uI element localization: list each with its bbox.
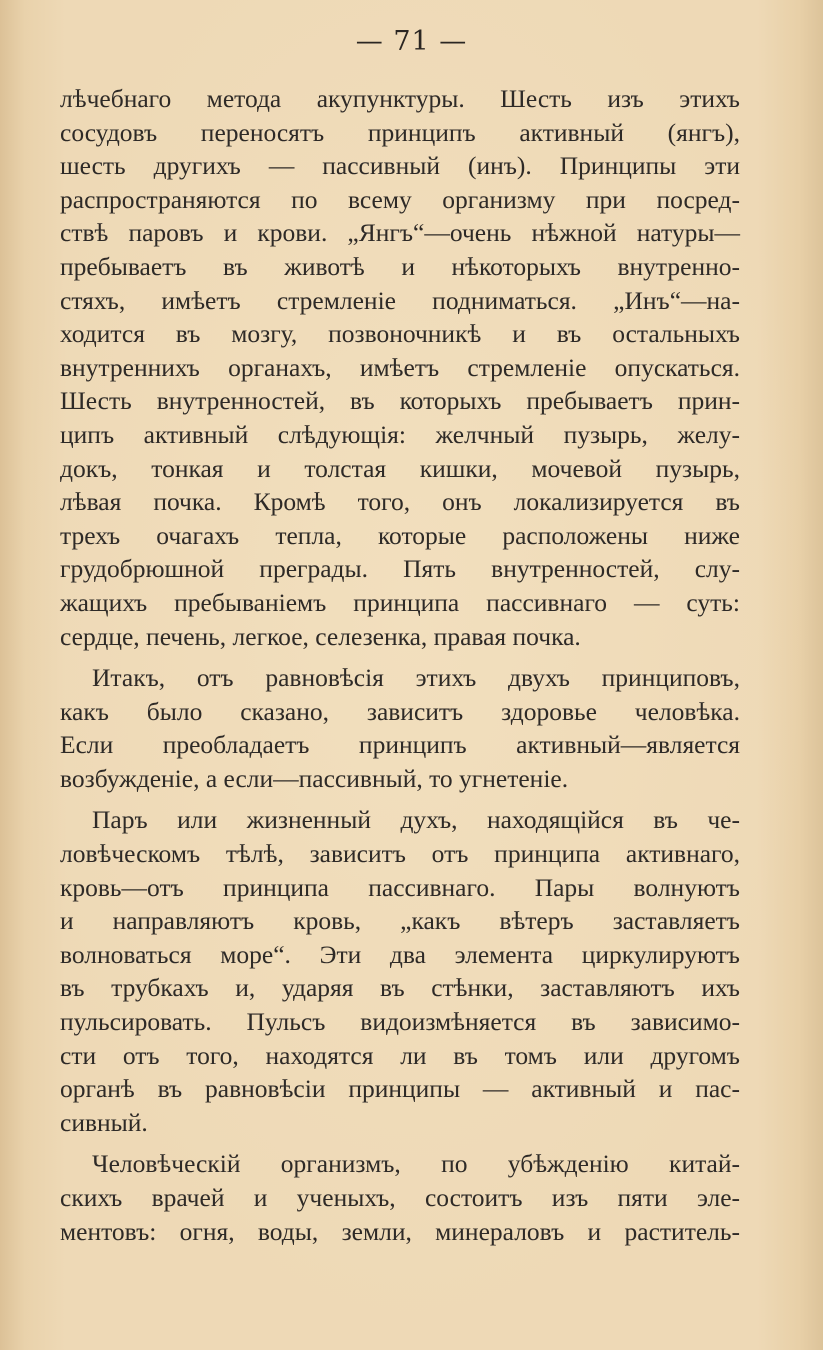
text-line: волноваться море“. Эти два элемента циркулируютъ <box>60 939 740 969</box>
text-line: ментовъ: огня, воды, земли, минераловъ и раститель- <box>60 1216 740 1246</box>
text-line: пребываетъ въ животѣ и нѣкоторыхъ внутренно- <box>60 251 740 281</box>
text-line: лѣвая почка. Кромѣ того, онъ локализируется въ <box>60 487 740 517</box>
text-line: органѣ въ равновѣсіи принципы — активный и пас- <box>60 1074 740 1104</box>
text-line: и направляютъ кровь, „какъ вѣтеръ заставляетъ <box>60 906 740 936</box>
text-line: распространяются по всему организму при посред- <box>60 184 740 214</box>
page-number: — 71 — <box>355 26 468 57</box>
text-line: ходится въ мозгу, позвоночникѣ и въ остальныхъ <box>60 319 740 349</box>
text-line: сти отъ того, находятся ли въ томъ или другомъ <box>60 1040 740 1070</box>
text-line: стяхъ, имѣетъ стремленіе подниматься. „Инъ“—на- <box>60 285 740 315</box>
text-line: Человѣческій организмъ, по убѣжденію китай- <box>92 1149 740 1179</box>
paragraph-3 <box>60 803 740 1139</box>
text-line: возбужденіе, а если—пассивный, то угнетеніе. <box>60 763 569 793</box>
text-line: ловѣческомъ тѣлѣ, зависитъ отъ принципа активнаго, <box>60 839 740 869</box>
text-line: жащихъ пребываніемъ принципа пассивнаго — суть: <box>60 587 740 617</box>
text-line: пульсировать. Пульсъ видоизмѣняется въ зависимо- <box>60 1007 740 1037</box>
text-line: трехъ очагахъ тепла, которые расположены ниже <box>60 520 740 550</box>
text-line: Шесть внутренностей, въ которыхъ пребываетъ прин- <box>60 386 740 416</box>
text-line: Если преобладаетъ принципъ активный—является <box>60 730 740 760</box>
text-line: кровь—отъ принципа пассивнаго. Пары волнуютъ <box>60 872 740 902</box>
text-line: сосудовъ переносятъ принципъ активный (янгъ), <box>60 117 740 147</box>
text-line: докъ, тонкая и толстая кишки, мочевой пузырь, <box>60 453 740 483</box>
text-line: ципъ активный слѣдующія: желчный пузырь, желу- <box>60 419 740 449</box>
text-line: сердце, печень, легкое, селезенка, правая почка. <box>60 621 581 651</box>
text-line: какъ было сказано, зависитъ здоровье человѣка. <box>60 696 740 726</box>
body-text <box>60 82 740 1248</box>
text-line: въ трубкахъ и, ударяя въ стѣнки, заставляютъ ихъ <box>60 973 740 1003</box>
paragraph-1 <box>60 82 740 653</box>
paragraph-4 <box>60 1147 740 1248</box>
paragraph-2 <box>60 661 740 795</box>
text-line: скихъ врачей и ученыхъ, состоитъ изъ пяти эле- <box>60 1183 740 1212</box>
text-line: шесть другихъ — пассивный (инъ). Принципы эти <box>60 151 740 181</box>
text-line: лѣчебнаго метода акупунктуры. Шесть изъ этихъ <box>60 84 740 113</box>
text-line: ствѣ паровъ и крови. „Янгъ“—очень нѣжной натуры— <box>60 218 740 248</box>
text-line: внутреннихъ органахъ, имѣетъ стремленіе опускаться. <box>60 352 740 382</box>
text-line: Паръ или жизненный духъ, находящійся въ че- <box>92 805 740 835</box>
text-line: сивный. <box>60 1107 148 1137</box>
text-line: Итакъ, отъ равновѣсія этихъ двухъ принциповъ, <box>92 663 740 693</box>
text-line: грудобрюшной преграды. Пять внутренностей, слу- <box>60 554 740 584</box>
